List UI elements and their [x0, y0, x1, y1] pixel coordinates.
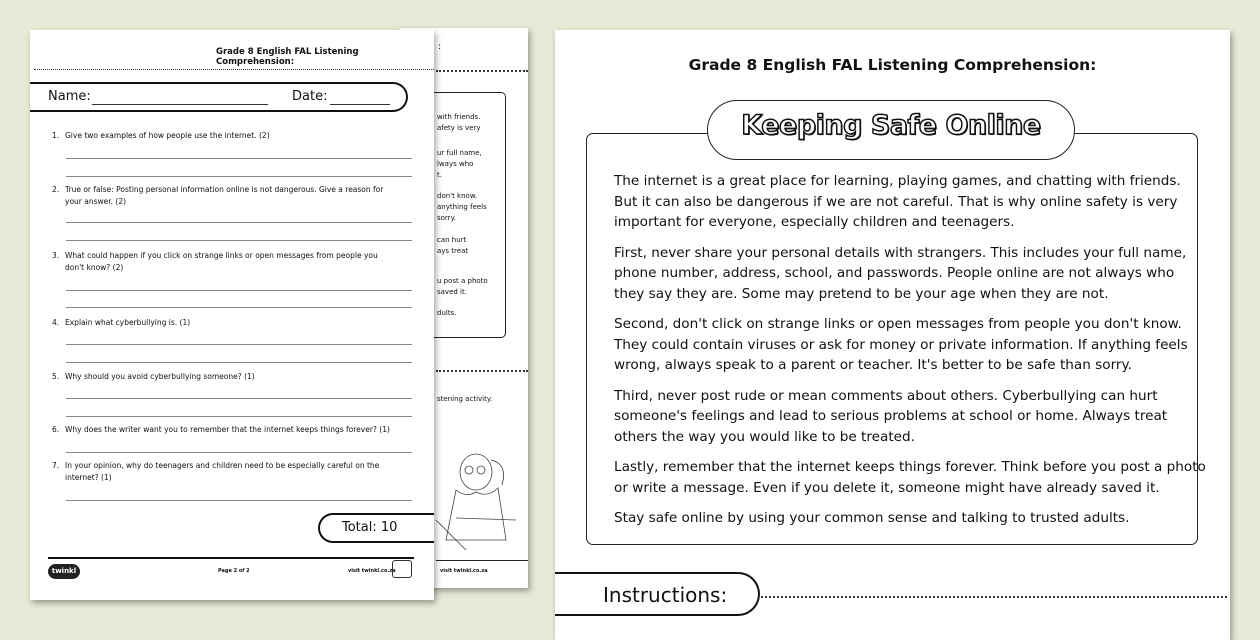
instructions-label: Instructions:: [603, 583, 728, 607]
quality-badge-icon: [392, 560, 412, 578]
paragraph-line: wrong, always speak to a parent or teacher. It's better to be safe than sorry.: [614, 357, 1132, 373]
passage-fragment: sorry.: [437, 214, 456, 222]
passage-fragment: ays treat: [437, 247, 469, 255]
question-5: [52, 371, 392, 383]
question-text: In your opinion, why do teenagers and children need to be especially careful on the internet? (1): [65, 461, 380, 482]
question-number: 6.: [52, 425, 60, 434]
twinkl-logo: twinkl: [48, 564, 80, 579]
answer-line[interactable]: [66, 362, 412, 363]
question-number: 4.: [52, 318, 60, 327]
passage-fragment: afety is very: [437, 124, 481, 132]
passage-fragment: t.: [437, 171, 442, 179]
passage-text: [614, 171, 1206, 539]
paragraph-line: they say they are. Some may pretend to be your age when they are not.: [614, 285, 1109, 302]
answer-line[interactable]: [66, 290, 412, 291]
passage-fragment: with friends.: [437, 113, 481, 121]
question-number: 5.: [52, 372, 60, 381]
answer-line[interactable]: [66, 222, 412, 223]
question-text: What could happen if you click on strange links or open messages from people you don't know? (2): [65, 251, 378, 272]
question-2: [52, 184, 392, 208]
question-text: Why should you avoid cyberbullying someone? (1): [65, 372, 255, 381]
page-number: Page 2 of 2: [218, 568, 250, 574]
title-banner: [707, 100, 1075, 160]
name-date-bar: [30, 82, 408, 112]
passage-fragment: saved it.: [437, 288, 467, 296]
divider: [34, 69, 434, 70]
answer-line[interactable]: [66, 158, 412, 159]
paragraph: [614, 457, 1206, 498]
paragraph-line: Stay safe online by using your common sense and talking to trusted adults.: [614, 510, 1130, 526]
paragraph-line: someone's feelings and lead to serious problems at school or home. Always treat: [614, 408, 1168, 424]
passage-fragment: can hurt: [437, 236, 467, 244]
paragraph-line: But it can also be dangerous if we are not careful. That is why online safety is very: [614, 193, 1178, 210]
back-page-title-fragment: :: [438, 42, 442, 52]
worksheet-questions-page: [30, 30, 434, 600]
question-number: 2.: [52, 185, 60, 194]
passage-header: Grade 8 English FAL Listening Comprehension:: [688, 56, 1097, 74]
paragraph-line: They could contain viruses or ask for money or private information. If anything feels: [614, 336, 1188, 353]
footer-rule: [436, 560, 528, 561]
passage-fragment: dults.: [437, 309, 457, 317]
divider: [436, 70, 528, 72]
question-text: Explain what cyberbullying is. (1): [65, 318, 191, 327]
answer-line[interactable]: [66, 398, 412, 399]
question-7: [52, 460, 392, 484]
paragraph-line: phone number, address, school, and passwords. People online are not always who: [614, 265, 1175, 281]
question-4: [52, 317, 392, 329]
question-number: 1.: [52, 131, 60, 140]
divider: [436, 370, 528, 372]
answer-line[interactable]: [66, 344, 412, 345]
instructions-banner: [555, 572, 760, 616]
paragraph-line: or write a message. Even if you delete it, someone might have already saved it.: [614, 479, 1160, 496]
total-label: Total: 10: [342, 520, 398, 535]
divider: [761, 596, 1227, 598]
question-1: [52, 130, 392, 142]
paragraph: [614, 314, 1206, 376]
question-3: [52, 250, 392, 274]
question-text: Why does the writer want you to remember that the internet keeps things forever? (1): [65, 425, 390, 434]
paragraph-line: others the way you would like to be treated.: [614, 428, 916, 445]
paragraph: [614, 386, 1206, 448]
answer-line[interactable]: [66, 240, 412, 241]
name-label: Name:: [48, 89, 91, 104]
answer-line[interactable]: [66, 452, 412, 453]
paragraph-line: Lastly, remember that the internet keeps things forever. Think before you post a photo: [614, 459, 1206, 475]
paragraph: [614, 243, 1206, 305]
reading-passage-page: [555, 30, 1230, 640]
date-field[interactable]: [330, 104, 390, 105]
question-text: Give two examples of how people use the internet. (2): [65, 131, 270, 140]
answer-line[interactable]: [66, 500, 412, 501]
paragraph: [614, 508, 1206, 529]
passage-title: Keeping Safe Online: [741, 110, 1041, 141]
worksheet-header: Grade 8 English FAL Listening Comprehension:: [216, 47, 359, 67]
paragraph: [614, 171, 1206, 233]
passage-fragment: lways who: [437, 160, 474, 168]
question-number: 7.: [52, 461, 60, 470]
answer-line[interactable]: [66, 176, 412, 177]
name-field[interactable]: [92, 104, 268, 105]
paragraph-line: First, never share your personal details with strangers. This includes your full name,: [614, 244, 1187, 261]
passage-fragment: u post a photo: [437, 277, 488, 285]
girl-with-laptop-illustration: [436, 440, 516, 550]
passage-fragment: ur full name,: [437, 149, 482, 157]
paragraph-line: The internet is a great place for learning, playing games, and chatting with friends.: [614, 173, 1181, 189]
instruction-fragment: stening activity.: [437, 395, 493, 403]
paragraph-line: Third, never post rude or mean comments about others. Cyberbullying can hurt: [614, 387, 1158, 404]
footer-site: visit twinkl.co.za: [440, 568, 488, 574]
question-6: [52, 424, 392, 436]
passage-fragment: don't know.: [437, 192, 478, 200]
total-box: [318, 513, 434, 543]
question-text: True or false: Posting personal information online is not dangerous. Give a reason for your answer. (2): [65, 185, 384, 206]
date-label: Date:: [292, 89, 328, 104]
question-number: 3.: [52, 251, 60, 260]
footer-rule: [48, 557, 414, 559]
answer-line[interactable]: [66, 416, 412, 417]
footer-site: visit twinkl.co.za: [348, 568, 396, 574]
paragraph-line: Second, don't click on strange links or open messages from people you don't know.: [614, 316, 1182, 332]
answer-line[interactable]: [66, 307, 412, 308]
passage-fragment: anything feels: [437, 203, 487, 211]
paragraph-line: important for everyone, especially children and teenagers.: [614, 214, 1015, 230]
